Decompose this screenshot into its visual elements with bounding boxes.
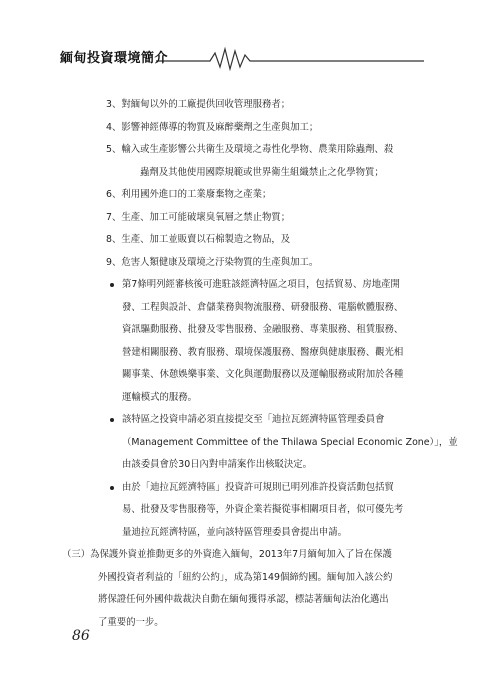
bullet-text: 發、工程與設計、倉儲業務與物流服務、研發服務、電腦軟體服務、 [122,301,404,313]
section-paragraph [62,544,424,634]
bullet-line [62,409,424,432]
list-item-line: 3、對緬甸以外的工廠提供回收管理服務者； [106,99,291,110]
list-item-line: 6、利用國外進口的工業廢棄物之產業； [106,189,272,200]
bullet-line [62,432,458,455]
bullet-text: 資訊驅動服務、批發及零售服務、金融服務、專業服務、租賃服務、 [122,324,404,335]
bullet-line [62,522,424,545]
bullet-text: 第7條明列經審核後可進駐該經濟特區之項目，包括貿易、房地產開 [122,279,400,290]
bullet-text: 由於「迪拉瓦經濟特區」投資許可規則已明列准許投資活動包括貿 [122,481,394,493]
bullet-text: 該特區之投資申請必須直接提交至「迪拉瓦經濟特區管理委員會 [122,414,385,425]
bullet-line [62,297,424,320]
bullet-text: （Management Committee of the Thilawa Special Economic Zone）」，並 [122,436,458,448]
list-item-line: 7、生產、加工可能破壞臭氧層之禁止物質； [106,211,291,223]
numbered-list [62,94,424,274]
bullet-line [62,499,424,522]
bullet-line [62,274,424,297]
bullet-line [62,454,424,477]
bullet-line [62,364,424,387]
bullet-line [62,342,424,365]
bullet-dot-icon [110,486,114,490]
bullet-text: 運輸模式的服務。 [122,391,198,403]
bullet-line [62,477,424,500]
bullet-line [62,319,424,342]
section-line: 將保證任何外國仲裁裁決自動在緬甸獲得承認，標誌著緬甸法治化邁出 [98,594,389,605]
section-line: 了重要的一步。 [98,616,164,628]
page-body [62,94,458,634]
header-title: 緬甸投資環境簡介 [60,51,169,66]
bullet-list [62,274,458,544]
page-header [60,43,424,71]
bullet-line [62,387,424,410]
bullet-text: 易、批發及零售服務等，外資企業若擬從事相關項目者，似可優先考 [122,504,404,515]
list-item-line: 9、危害人類健康及環境之汙染物質的生產與加工。 [106,256,319,268]
bullet-dot-icon [110,283,114,287]
bullet-text: 量迪拉瓦經濟特區，並向該特區管理委員會提出申請。 [122,526,348,538]
section-line: （三）為保護外資並推動更多的外資進入緬甸，2013年7月緬甸加入了旨在保護 [62,549,392,560]
list-item-line: 5、輸入或生產影響公共衛生及環境之毒性化學物、農業用除蟲劑、殺 [106,144,394,155]
page-number: 86 [72,628,90,644]
section-line: 外國投資者利益的「紐約公約」，成為第149個締約國。緬甸加入該公約 [98,571,393,583]
list-item-line: 蟲劑及其他使用國際規範或世界衛生組織禁止之化學物質； [140,166,384,178]
list-item-line: 8、生產、加工並販賣以石棉製造之物品，及 [106,234,291,245]
bullet-dot-icon [110,418,114,422]
list-item-line: 4、影響神經傳導的物質及麻醉藥劑之生產與加工； [106,121,319,133]
bullet-text: 由該委員會於30日內對申請案作出核駁決定。 [122,459,313,470]
bullet-text: 營建相關服務、教育服務、環境保護服務、醫療與健康服務、觀光相 [122,346,404,358]
bullet-text: 關事業、休憩娛樂事業、文化與運動服務以及運輸服務或附加於各種 [122,369,404,380]
